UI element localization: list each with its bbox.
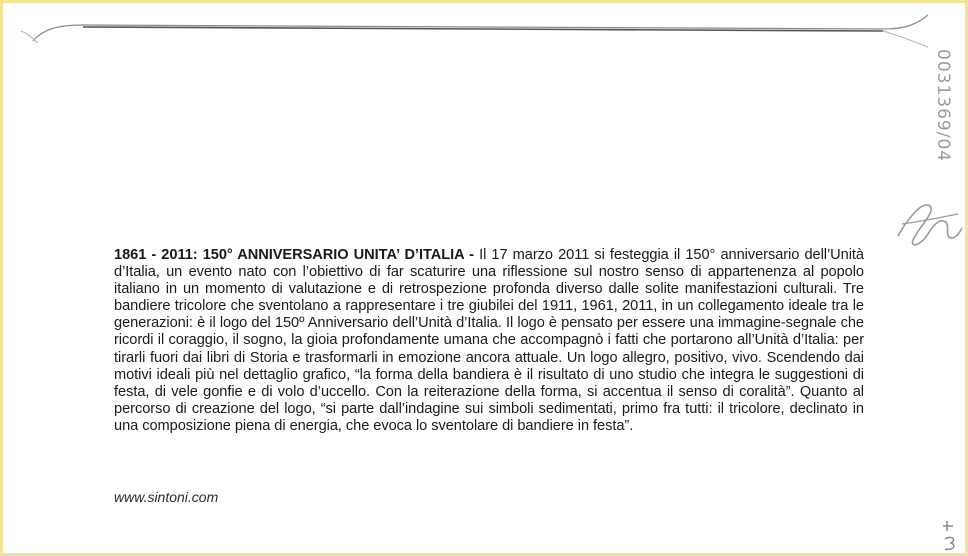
- corner-pencil-mark-icon: [941, 517, 963, 555]
- commemorative-text: [114, 247, 864, 435]
- heading-separator: -: [464, 247, 480, 263]
- handwritten-signature-icon: [888, 188, 968, 258]
- commemorative-heading: 1861 - 2011: 150° ANNIVERSARIO UNITA’ D’ITALIA: [114, 247, 465, 263]
- commemorative-body: Il 17 marzo 2011 si festeggia il 150° anniversario dell’Unità d’Italia, un evento nato con l’obiettivo di far scaturire una riflessione sul nostro senso di appartenenza al popolo italiano in un momento di valutazione e di retrospezione profonda diverso dalle solite manifestazioni culturali. Tre bandiere tricolore che sventolano a rappresentare i tre giubilei del 1911, 1961, 2011, in un collegamento ideale tra le generazioni: è il logo del 150º Anniversario dell’Unità d’Italia. Il logo è pensato per essere una immagine-segnale che ricordi il coraggio, il sogno, la gioia profondamente umana che accompagnò i fatti che portarono all’Unità d’Italia: per tirarli fuori dai libri di Storia e trasformarli in emozione ancora attuale. Un logo allegro, positivo, vivo. Scendendo dai motivi ideali più nel dettaglio grafico, “la forma della bandiera è il risultato di uno studio che integra le suggestioni di festa, di vele gonfie e di volo d’uccello. Con la reiterazione della forma, si accentua il senso di coralità”. Quanto al percorso di creazione del logo, “si parte dall’indagine sui simboli sedimentati, primo fra tutti: il tricolore, declinato in una composizione piena di energia, che evoca lo sventolare di bandiere in festa”.: [114, 247, 864, 434]
- envelope-flap-edge: [3, 3, 968, 63]
- website-link-text: www.sintoni.com: [114, 489, 219, 505]
- handwritten-number: 0031369/04: [933, 49, 953, 163]
